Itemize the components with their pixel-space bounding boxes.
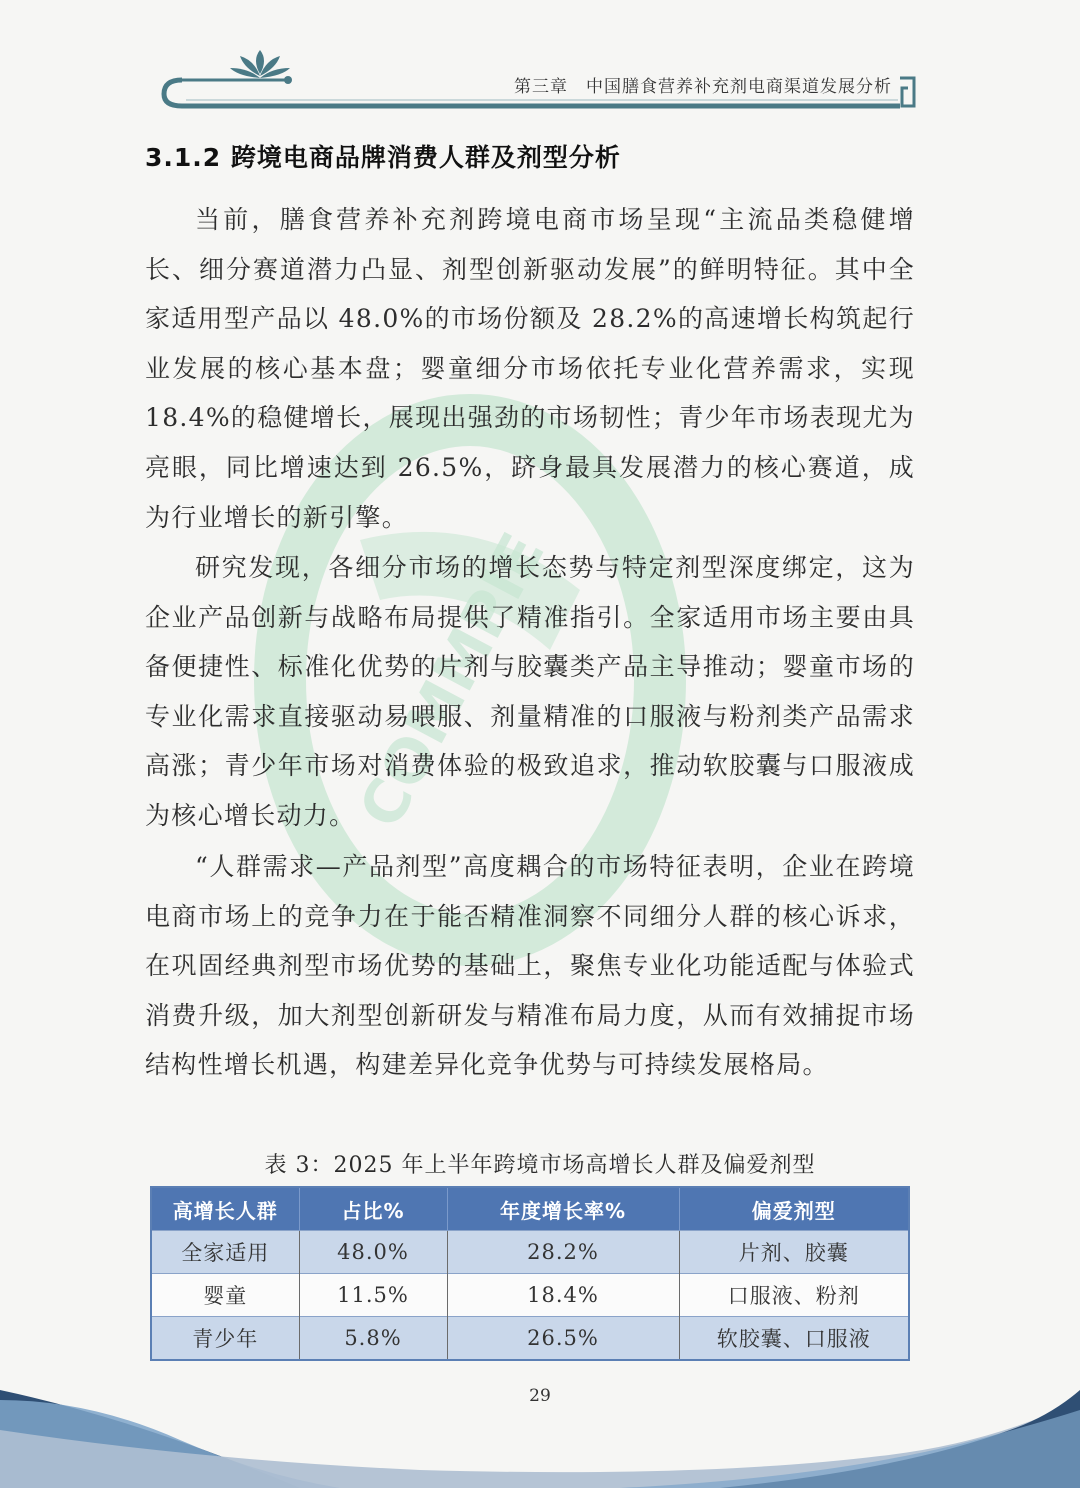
column-header: 年度增长率% [447,1187,679,1231]
table-cell: 28.2% [447,1231,679,1274]
column-header: 偏爱剂型 [679,1187,909,1231]
data-table [150,1186,910,1361]
table-cell: 5.8% [299,1317,447,1361]
paragraph: 当前，膳食营养补充剂跨境电商市场呈现“主流品类稳健增长、细分赛道潜力凸显、剂型创新驱动发展”的鲜明特征。其中全家适用型产品以 48.0%的市场份额及 28.2%的高速增长构筑起行业发展的核心基本盘；婴童细分市场依托专业化营养需求，实现 18.4%的稳健增长，展现出强劲的市场韧性；青少年市场表现尤为亮眼，同比增速达到 26.5%，跻身最具发展潜力的核心赛道，成为行业增长的新引擎。 [145,205,915,532]
table-cell: 片剂、胶囊 [679,1231,909,1274]
table-cell: 青少年 [151,1317,299,1361]
table-row [151,1317,909,1361]
table-cell: 11.5% [299,1274,447,1317]
column-header: 高增长人群 [151,1187,299,1231]
table-cell: 18.4% [447,1274,679,1317]
table-cell: 全家适用 [151,1231,299,1274]
table-cell: 软胶囊、口服液 [679,1317,909,1361]
watermark-text: COMMPIE [345,522,559,840]
paragraph: “人群需求—产品剂型”高度耦合的市场特征表明，企业在跨境电商市场上的竞争力在于能否精准洞察不同细分人群的核心诉求，在巩固经典剂型市场优势的基础上，聚焦专业化功能适配与体验式消费升级，加大剂型创新研发与精准布局力度，从而有效捕捉市场结构性增长机遇，构建差异化竞争优势与可持续发展格局。 [145,852,915,1080]
table-cell: 婴童 [151,1274,299,1317]
table-row [151,1274,909,1317]
paragraph: 研究发现，各细分市场的增长态势与特定剂型深度绑定，这为企业产品创新与战略布局提供了精准指引。全家适用市场主要由具备便捷性、标准化优势的片剂与胶囊类产品主导推动；婴童市场的专业化需求直接驱动易喂服、剂量精准的口服液与粉剂类产品需求高涨；青少年市场对消费体验的极致追求，推动软胶囊与口服液成为核心增长动力。 [145,553,915,830]
column-header: 占比% [299,1187,447,1231]
table-cell: 48.0% [299,1231,447,1274]
table-header-row [151,1187,909,1231]
footer-wave-decoration [0,1360,1080,1488]
section-heading: 3.1.2 跨境电商品牌消费人群及剂型分析 [145,143,621,172]
chapter-title: 第三章 中国膳食营养补充剂电商渠道发展分析 [514,77,892,97]
table-row [151,1231,909,1274]
page-number: 29 [529,1386,551,1406]
lotus-icon [230,50,290,78]
table-cell: 26.5% [447,1317,679,1361]
table-caption: 表 3：2025 年上半年跨境市场高增长人群及偏爱剂型 [264,1153,816,1178]
table-cell: 口服液、粉剂 [679,1274,909,1317]
